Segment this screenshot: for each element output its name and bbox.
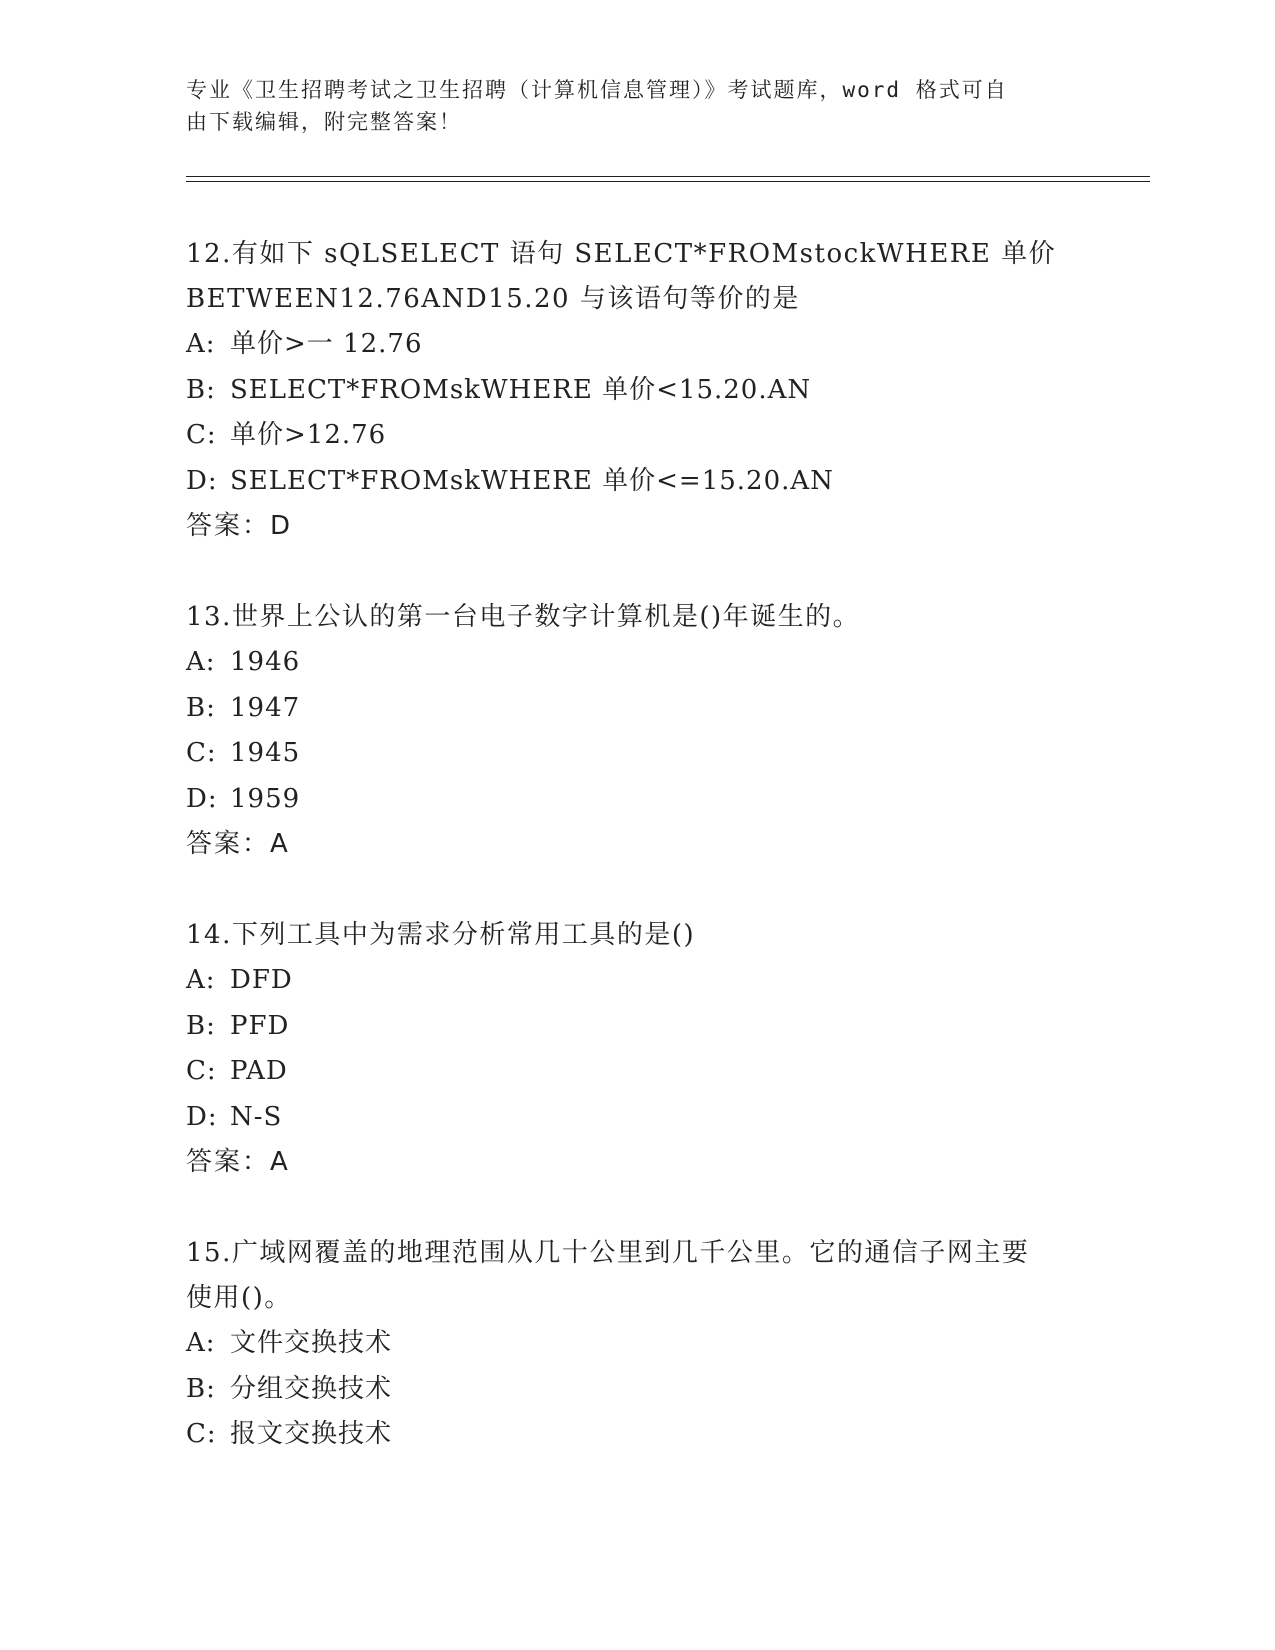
option-c: [186, 1049, 1086, 1095]
option-a: [186, 322, 1086, 368]
option-text: 分组交换技术: [230, 1373, 393, 1404]
question-list: [186, 232, 1086, 1504]
option-key: C:: [186, 1419, 217, 1449]
document-header: [186, 74, 1066, 138]
answer-line: 答案：A: [186, 829, 290, 859]
option-a: [186, 958, 1086, 1004]
option-key: A:: [186, 329, 216, 359]
question-stem-line-2: 使用()。: [186, 1283, 292, 1313]
option-text: N-S: [230, 1101, 283, 1132]
option-b: [186, 368, 1086, 414]
option-text: 1945: [230, 738, 301, 768]
header-line-1: 专业《卫生招聘考试之卫生招聘（计算机信息管理）》考试题库，word 格式可自: [186, 78, 1008, 102]
option-key: D:: [186, 1101, 218, 1132]
question-13: [186, 595, 1086, 867]
header-divider-bottom: [186, 181, 1150, 182]
option-key: B:: [186, 692, 216, 723]
option-b: [186, 686, 1086, 732]
option-text: 单价>12.76: [230, 420, 387, 450]
option-b: [186, 1004, 1086, 1050]
option-d: [186, 777, 1086, 823]
option-text: 单价>一 12.76: [230, 329, 423, 359]
option-key: A:: [186, 647, 216, 677]
option-c: [186, 413, 1086, 459]
question-stem-line-1: 12.有如下 sQLSELECT 语句 SELECT*FROMstockWHERE 单价: [186, 239, 1057, 269]
option-c: [186, 1412, 1086, 1458]
option-c: [186, 731, 1086, 777]
option-key: D:: [186, 465, 218, 496]
option-a: [186, 640, 1086, 686]
option-key: B:: [186, 374, 216, 405]
option-key: B:: [186, 1010, 216, 1041]
option-text: 1946: [230, 647, 301, 677]
option-text: DFD: [230, 965, 293, 995]
question-12: [186, 232, 1086, 549]
option-key: C:: [186, 738, 217, 768]
option-a: [186, 1321, 1086, 1367]
header-divider-top: [186, 176, 1150, 177]
question-14: [186, 913, 1086, 1185]
option-text: 1947: [230, 692, 301, 723]
answer-line: 答案：D: [186, 511, 293, 541]
option-text: PAD: [230, 1056, 288, 1086]
option-key: D:: [186, 783, 218, 814]
option-d: [186, 459, 1086, 505]
header-line-2: 由下载编辑，附完整答案！: [186, 110, 462, 134]
question-stem-line-1: 14.下列工具中为需求分析常用工具的是(): [186, 920, 696, 950]
option-text: PFD: [230, 1010, 290, 1041]
option-text: 报文交换技术: [230, 1419, 393, 1449]
question-stem-line-1: 13.世界上公认的第一台电子数字计算机是()年诞生的。: [186, 602, 861, 632]
option-text: 文件交换技术: [230, 1328, 393, 1358]
option-text: SELECT*FROMskWHERE 单价<15.20.AN: [230, 374, 812, 405]
question-15: [186, 1231, 1086, 1458]
option-text: 1959: [230, 783, 301, 814]
answer-line: 答案：A: [186, 1147, 290, 1177]
option-key: B:: [186, 1373, 216, 1404]
option-key: A:: [186, 1328, 216, 1358]
question-stem-line-2: BETWEEN12.76AND15.20 与该语句等价的是: [186, 284, 800, 314]
option-key: C:: [186, 420, 217, 450]
question-stem-line-1: 15.广域网覆盖的地理范围从几十公里到几千公里。它的通信子网主要: [186, 1238, 1030, 1268]
option-d: [186, 1095, 1086, 1141]
option-key: A:: [186, 965, 216, 995]
option-text: SELECT*FROMskWHERE 单价<=15.20.AN: [230, 465, 834, 496]
option-b: [186, 1367, 1086, 1413]
option-key: C:: [186, 1056, 217, 1086]
